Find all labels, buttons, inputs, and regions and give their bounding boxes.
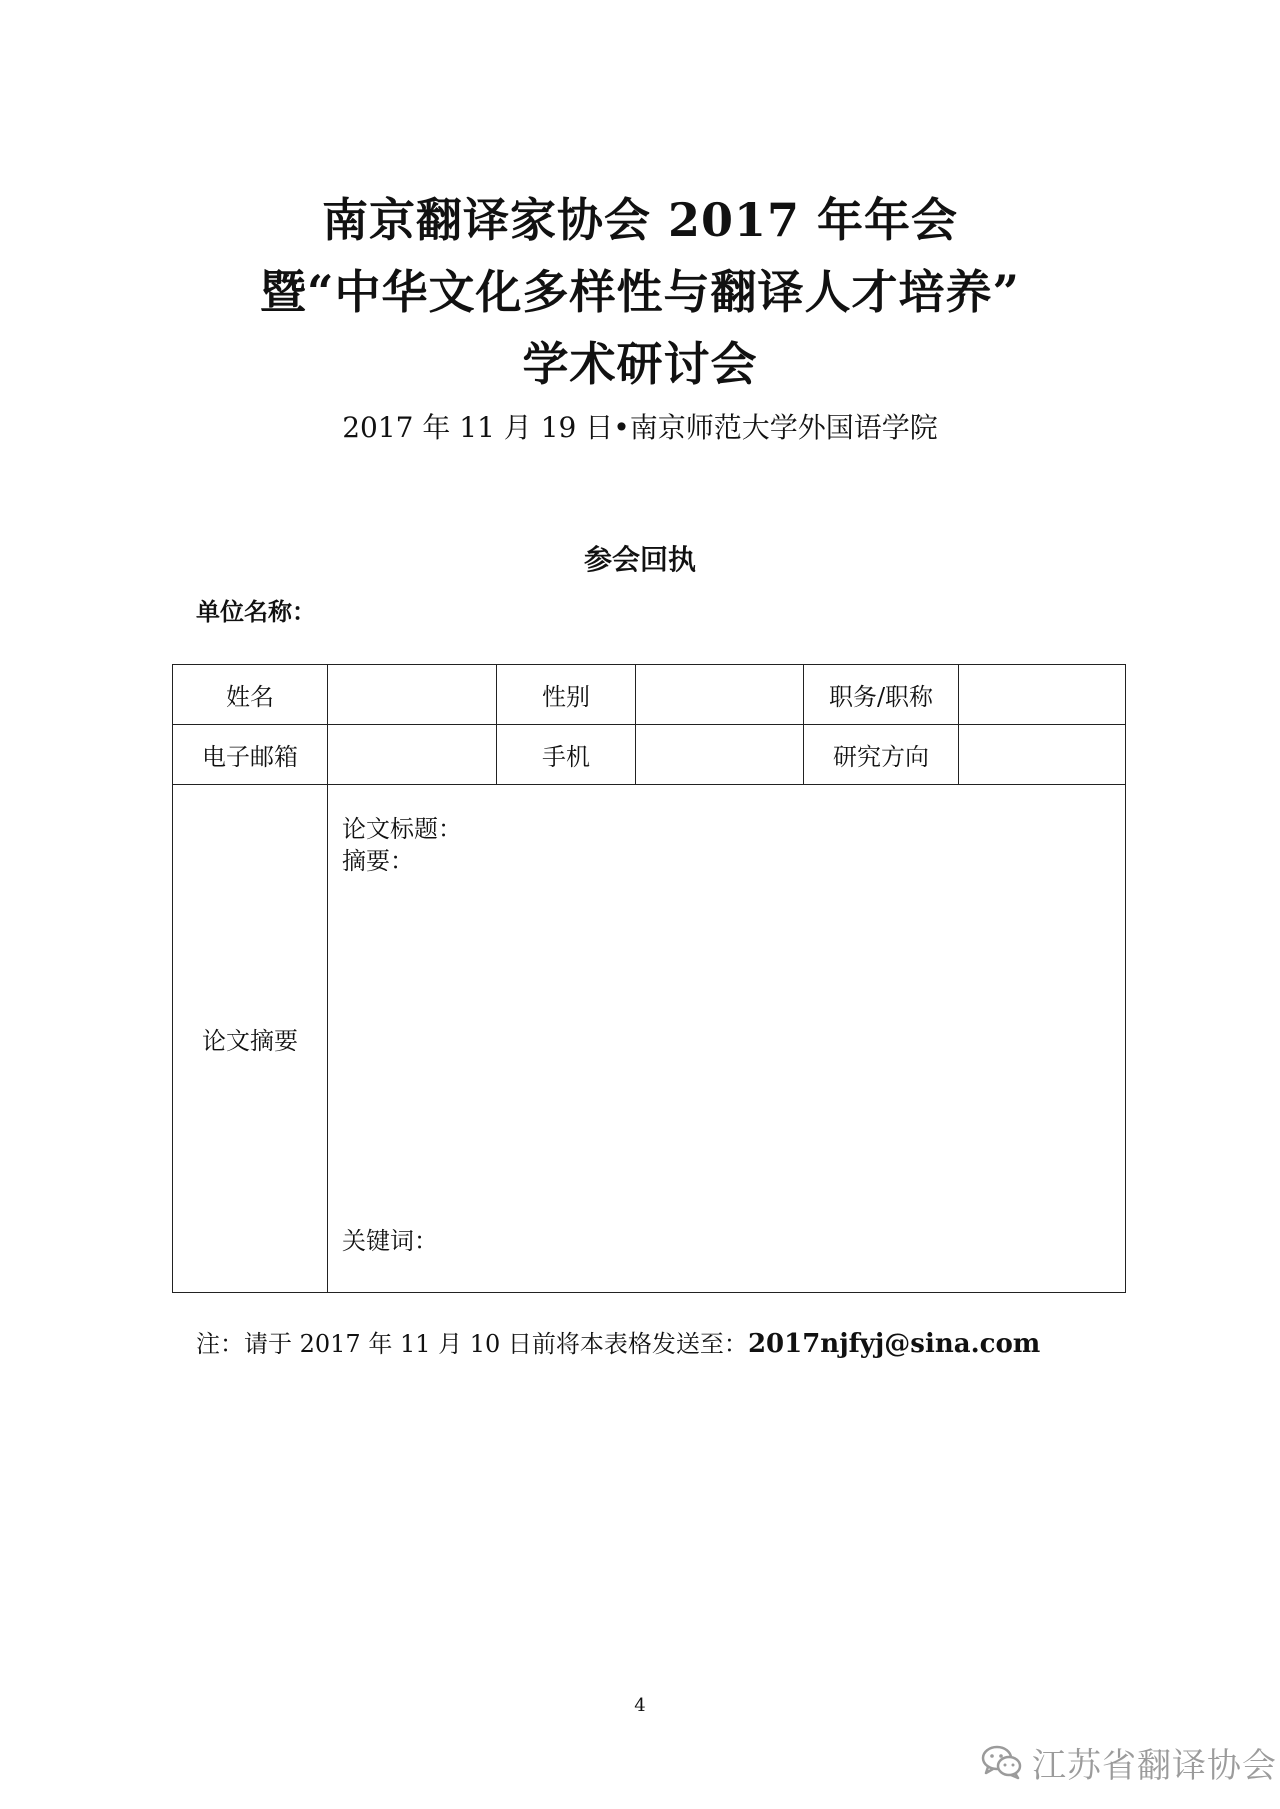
submission-note	[196, 1326, 1040, 1362]
registration-table	[172, 664, 1126, 1293]
table-row	[173, 725, 1126, 785]
title-line-1: 南京翻译家协会 2017 年年会	[321, 193, 959, 247]
research-direction-label: 研究方向	[804, 725, 959, 785]
watermark-text: 江苏省翻译协会	[1032, 1745, 1277, 1786]
research-direction-field[interactable]	[959, 725, 1126, 785]
title-line-2: 暨“中华文化多样性与翻译人才培养”	[260, 265, 1020, 319]
form-heading: 参会回执	[583, 543, 696, 576]
unit-name-label: 单位名称：	[196, 597, 316, 626]
position-label: 职务/职称	[804, 665, 959, 725]
name-field[interactable]	[328, 665, 497, 725]
gender-field[interactable]	[636, 665, 804, 725]
email-label: 电子邮箱	[173, 725, 328, 785]
date-venue-subtitle: 2017 年 11 月 19 日•南京师范大学外国语学院	[342, 411, 938, 444]
title-line-3: 学术研讨会	[522, 337, 758, 391]
page-number: 4	[634, 1695, 646, 1716]
keywords-label: 关键词：	[342, 1227, 438, 1255]
phone-field[interactable]	[636, 725, 804, 785]
watermark	[980, 1740, 1277, 1784]
abstract-field[interactable]	[328, 785, 1126, 1293]
abstract-label: 论文摘要	[173, 785, 328, 1293]
summary-label: 摘要：	[342, 847, 414, 875]
table-row	[173, 665, 1126, 725]
gender-label: 性别	[497, 665, 636, 725]
name-label: 姓名	[173, 665, 328, 725]
phone-label: 手机	[497, 725, 636, 785]
email-field[interactable]	[328, 725, 497, 785]
note-text: 注：请于 2017 年 11 月 10 日前将本表格发送至：	[196, 1330, 748, 1358]
wechat-icon	[980, 1742, 1024, 1782]
contact-email: 2017njfyj@sina.com	[747, 1329, 1041, 1359]
table-row	[173, 785, 1126, 1293]
paper-title-label: 论文标题：	[342, 815, 462, 843]
position-field[interactable]	[959, 665, 1126, 725]
